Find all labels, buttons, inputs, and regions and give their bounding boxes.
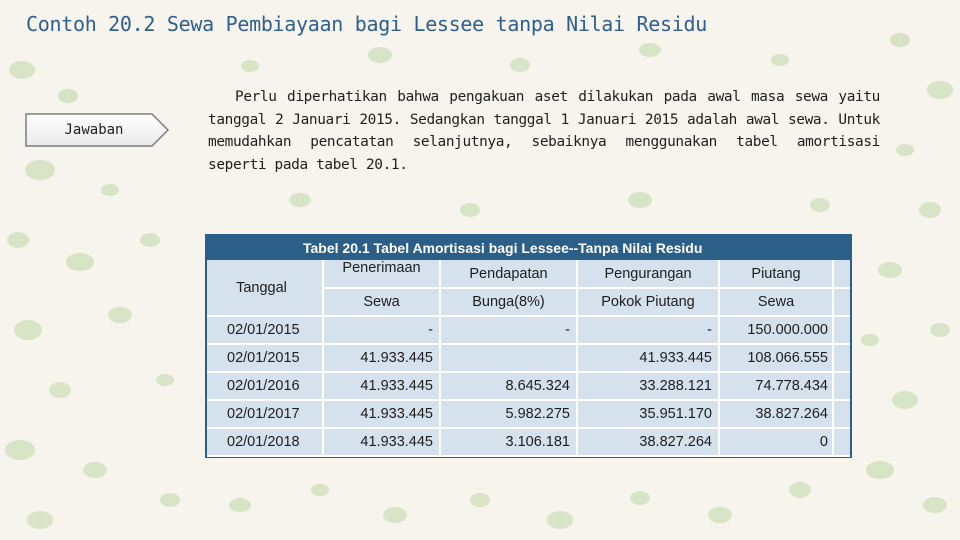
cell-pendapatan: 3.106.181 (440, 428, 577, 456)
explanation-paragraph: Perlu diperhatikan bahwa pengakuan aset dilakukan pada awal masa sewa yaitu tanggal 2 Januari 2015. Sedangkan tanggal 1 Januari 2015 adalah awal sewa. Untuk memudahkan pencatatan selanjutnya, sebaiknya menggunakan tabel amortisasi seperti pada tabel 20.1. (208, 89, 880, 173)
cell-pengurangan: 41.933.445 (577, 344, 719, 372)
cell-piutang: 108.066.555 (719, 344, 833, 372)
header-pengurangan: Pengurangan (577, 260, 719, 288)
cell-tanggal: 02/01/2016 (207, 372, 323, 400)
amortization-table (205, 234, 852, 458)
header-penerimaan: Penerimaan (323, 260, 440, 288)
cell-pengurangan: - (577, 316, 719, 344)
table-row (207, 428, 850, 456)
cell-piutang: 38.827.264 (719, 400, 833, 428)
cell-pad (833, 316, 850, 344)
table-row (207, 400, 850, 428)
header-piutang-sub: Sewa (719, 288, 833, 316)
cell-pengurangan: 35.951.170 (577, 400, 719, 428)
cell-pendapatan: - (440, 316, 577, 344)
cell-pendapatan: 5.982.275 (440, 400, 577, 428)
cell-pendapatan (440, 344, 577, 372)
answer-tag (24, 112, 172, 148)
table-row (207, 372, 850, 400)
cell-penerimaan: 41.933.445 (323, 372, 440, 400)
cell-pendapatan: 8.645.324 (440, 372, 577, 400)
cell-pad (833, 344, 850, 372)
cell-tanggal: 02/01/2015 (207, 316, 323, 344)
cell-pengurangan: 33.288.121 (577, 372, 719, 400)
header-pendapatan-sub: Bunga(8%) (440, 288, 577, 316)
header-tanggal: Tanggal (207, 260, 323, 316)
header-pendapatan: Pendapatan (440, 260, 577, 288)
cell-tanggal: 02/01/2017 (207, 400, 323, 428)
slide-title: Contoh 20.2 Sewa Pembiayaan bagi Lessee tanpa Nilai Residu (26, 12, 707, 36)
cell-tanggal: 02/01/2015 (207, 344, 323, 372)
cell-piutang: 74.778.434 (719, 372, 833, 400)
header-piutang: Piutang (719, 260, 833, 288)
cell-penerimaan: 41.933.445 (323, 344, 440, 372)
cell-pengurangan: 38.827.264 (577, 428, 719, 456)
cell-penerimaan: 41.933.445 (323, 428, 440, 456)
header-pad (833, 260, 850, 288)
cell-pad (833, 428, 850, 456)
cell-penerimaan: 41.933.445 (323, 400, 440, 428)
cell-penerimaan: - (323, 316, 440, 344)
cell-piutang: 150.000.000 (719, 316, 833, 344)
cell-piutang: 0 (719, 428, 833, 456)
table-row (207, 344, 850, 372)
header-penerimaan-sub: Sewa (323, 288, 440, 316)
header-pengurangan-sub: Pokok Piutang (577, 288, 719, 316)
cell-pad (833, 372, 850, 400)
table-caption: Tabel 20.1 Tabel Amortisasi bagi Lessee--Tanpa Nilai Residu (207, 236, 850, 260)
cell-pad (833, 400, 850, 428)
answer-label: Jawaban (64, 122, 124, 138)
table-row (207, 316, 850, 344)
header-pad (833, 288, 850, 316)
cell-tanggal: 02/01/2018 (207, 428, 323, 456)
